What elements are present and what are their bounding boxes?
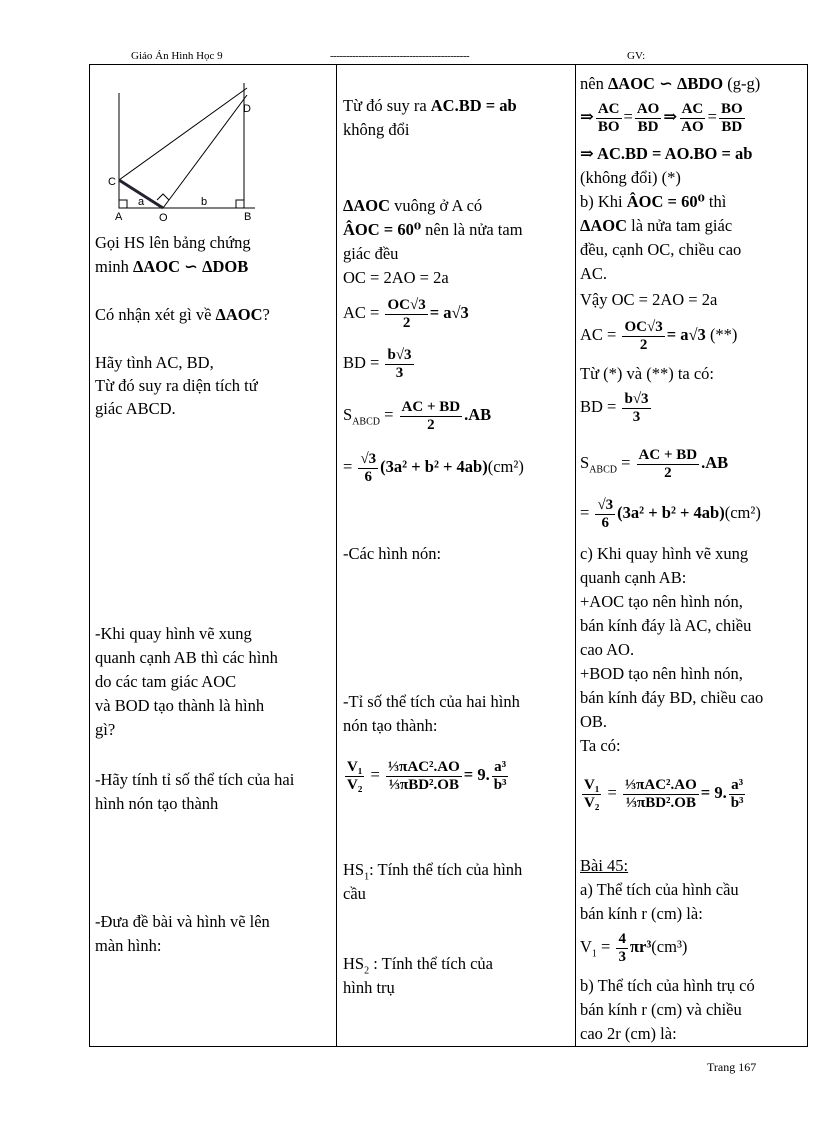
c2-volume-ratio: $\frac{\text{V₁}}{\text{V₂}}$ = $\frac{\text{⅓πAC².AO}}{\text{⅓πBD².OB}}$ = 9. $\frac{\text{a³}}{\text{b³}}$ bbox=[347, 758, 507, 793]
c3-a-line2: bán kính r (cm) là: bbox=[580, 904, 703, 923]
label-b-point: B bbox=[244, 211, 252, 223]
c3-c-line5: cao AO. bbox=[580, 640, 635, 659]
c1-q4-line1: -Khi quay hình vẽ xung bbox=[95, 624, 252, 643]
label-b-len: b bbox=[201, 196, 208, 208]
c1-q4-line4: và BOD tạo thành là hình bbox=[95, 696, 265, 715]
c3-area-result: = $\frac{√3}{6}$ (3a² + b² + 4ab)(cm²) bbox=[580, 496, 761, 531]
c2-hs2-line2: hình trụ bbox=[343, 978, 395, 997]
c2-hs1-line2: cầu bbox=[343, 884, 366, 903]
lesson-table bbox=[89, 64, 808, 1047]
c3-bd-formula: BD = $\frac{b√3}{3}$ bbox=[580, 390, 649, 425]
c3-constant: (không đổi) (*) bbox=[580, 168, 681, 187]
c3-c-line9: Ta có: bbox=[580, 736, 621, 755]
label-d: D bbox=[243, 103, 251, 115]
c1-q6-line2: màn hình: bbox=[95, 936, 162, 955]
c2-s1-line2: không đổi bbox=[343, 120, 410, 139]
c1-q3-line3: giác ABCD. bbox=[95, 399, 176, 418]
header-title: Giáo Án Hình Học 9 bbox=[131, 50, 223, 62]
c3-c-line7: bán kính đáy BD, chiều cao bbox=[580, 688, 764, 707]
c3-similar: nên ΔAOC ∽ ΔBDO (g-g) bbox=[580, 74, 761, 93]
c1-q1-line2: minh ΔAOC ∽ ΔDOB bbox=[95, 257, 249, 276]
c2-s2-line3: giác đều bbox=[343, 244, 399, 263]
c3-product: ⇒ AC.BD = AO.BO = ab bbox=[580, 144, 753, 163]
c3-b-line2: ΔAOC là nửa tam giác bbox=[580, 216, 733, 235]
c2-s2-line1: ΔAOC vuông ở A có bbox=[343, 196, 483, 215]
c1-q2: Có nhận xét gì về ΔAOC? bbox=[95, 305, 270, 324]
c1-q6-line1: -Đưa đề bài và hình vẽ lên bbox=[95, 912, 270, 931]
c1-q3-line2: Từ đó suy ra diện tích tứ bbox=[95, 376, 258, 395]
c3-area-formula: $S_{ABCD}$ = $\frac{AC + BD}{2}$ .AB bbox=[580, 446, 729, 481]
page-number: Trang 167 bbox=[707, 1060, 757, 1074]
header-teacher: GV: bbox=[627, 50, 646, 62]
c3-c-line4: bán kính đáy là AC, chiều bbox=[580, 616, 752, 635]
c1-q5-line1: -Hãy tính tỉ số thể tích của hai bbox=[95, 770, 295, 789]
label-o: O bbox=[159, 212, 168, 223]
c3-proportion: ⇒ $\frac{AC}{BO}$ = $\frac{AO}{BD}$ ⇒ $\frac{AC}{AO}$ = $\frac{BO}{BD}$ bbox=[580, 100, 743, 135]
c3-c-line6: +BOD tạo nên hình nón, bbox=[580, 664, 743, 683]
c2-area-formula: $S_{ABCD}$ = $\frac{AC + BD}{2}$ .AB bbox=[343, 398, 492, 433]
c3-oc: Vậy OC = 2AO = 2a bbox=[580, 290, 718, 309]
c1-q4-line5: gì? bbox=[95, 720, 116, 739]
c2-s2-line2: ÂOC = 60⁰ nên là nửa tam bbox=[343, 220, 523, 239]
c3-c-line2: quanh cạnh AB: bbox=[580, 568, 687, 587]
c3-c-line3: +AOC tạo nên hình nón, bbox=[580, 592, 743, 611]
column-divider-1 bbox=[336, 65, 337, 1046]
c1-q4-line2: quanh cạnh AB thì các hình bbox=[95, 648, 278, 667]
c2-hs2-line1: $HS_2$ : Tính thể tích của bbox=[343, 954, 493, 977]
c2-s1-line1: Từ đó suy ra AC.BD = ab bbox=[343, 96, 517, 115]
c3-c-line8: OB. bbox=[580, 712, 608, 731]
header-rule: -------------------------------------------- bbox=[330, 50, 470, 62]
c3-volume-ratio: $\frac{\text{V₁}}{\text{V₂}}$ = $\frac{\text{⅓πAC².AO}}{\text{⅓πBD².OB}}$ = 9. $\frac{\text{a³}}{\text{b³}}$ bbox=[584, 776, 744, 811]
c2-cones: -Các hình nón: bbox=[343, 544, 442, 563]
c1-q5-line2: hình nón tạo thành bbox=[95, 794, 219, 813]
column-divider-2 bbox=[575, 65, 576, 1046]
c2-ac-formula: AC = $\frac{OC√3}{2}$ = a√3 bbox=[343, 296, 469, 331]
c2-ratio-line1: -Tỉ số thể tích của hai hình bbox=[343, 692, 520, 711]
c3-sphere-volume: $V_1$ = $\frac{4}{3}$ πr³(cm³) bbox=[580, 930, 688, 965]
c3-b2-line3: cao 2r (cm) là: bbox=[580, 1024, 677, 1043]
c3-b-line1: b) Khi ÂOC = 60⁰ thì bbox=[580, 192, 727, 211]
c2-oc: OC = 2AO = 2a bbox=[343, 268, 449, 287]
c3-b2-line1: b) Thể tích của hình trụ có bbox=[580, 976, 755, 995]
c3-from: Từ (*) và (**) ta có: bbox=[580, 364, 715, 383]
c2-area-result: = $\frac{√3}{6}$ (3a² + b² + 4ab)(cm²) bbox=[343, 450, 524, 485]
label-c: C bbox=[108, 176, 116, 188]
c2-bd-formula: BD = $\frac{b√3}{3}$ bbox=[343, 346, 412, 381]
c3-exercise-title: Bài 45: bbox=[580, 856, 629, 875]
c3-a-line1: a) Thể tích của hình cầu bbox=[580, 880, 739, 899]
c3-c-line1: c) Khi quay hình vẽ xung bbox=[580, 544, 749, 563]
c3-b-line3: đều, cạnh OC, chiều cao bbox=[580, 240, 742, 259]
c1-q3-line1: Hãy tình AC, BD, bbox=[95, 353, 214, 372]
geometry-figure bbox=[105, 83, 275, 223]
c3-b2-line2: bán kính r (cm) và chiều bbox=[580, 1000, 742, 1019]
c3-ac-formula: AC = $\frac{OC√3}{2}$ = a√3 (**) bbox=[580, 318, 738, 353]
c2-hs1-line1: $HS_1$: Tính thể tích của hình bbox=[343, 860, 523, 883]
c3-b-line4: AC. bbox=[580, 264, 608, 283]
label-a-len: a bbox=[138, 196, 145, 208]
c2-ratio-line2: nón tạo thành: bbox=[343, 716, 438, 735]
c1-q4-line3: do các tam giác AOC bbox=[95, 672, 237, 691]
c1-q1-line1: Gọi HS lên bảng chứng bbox=[95, 233, 251, 252]
label-a: A bbox=[115, 211, 123, 223]
